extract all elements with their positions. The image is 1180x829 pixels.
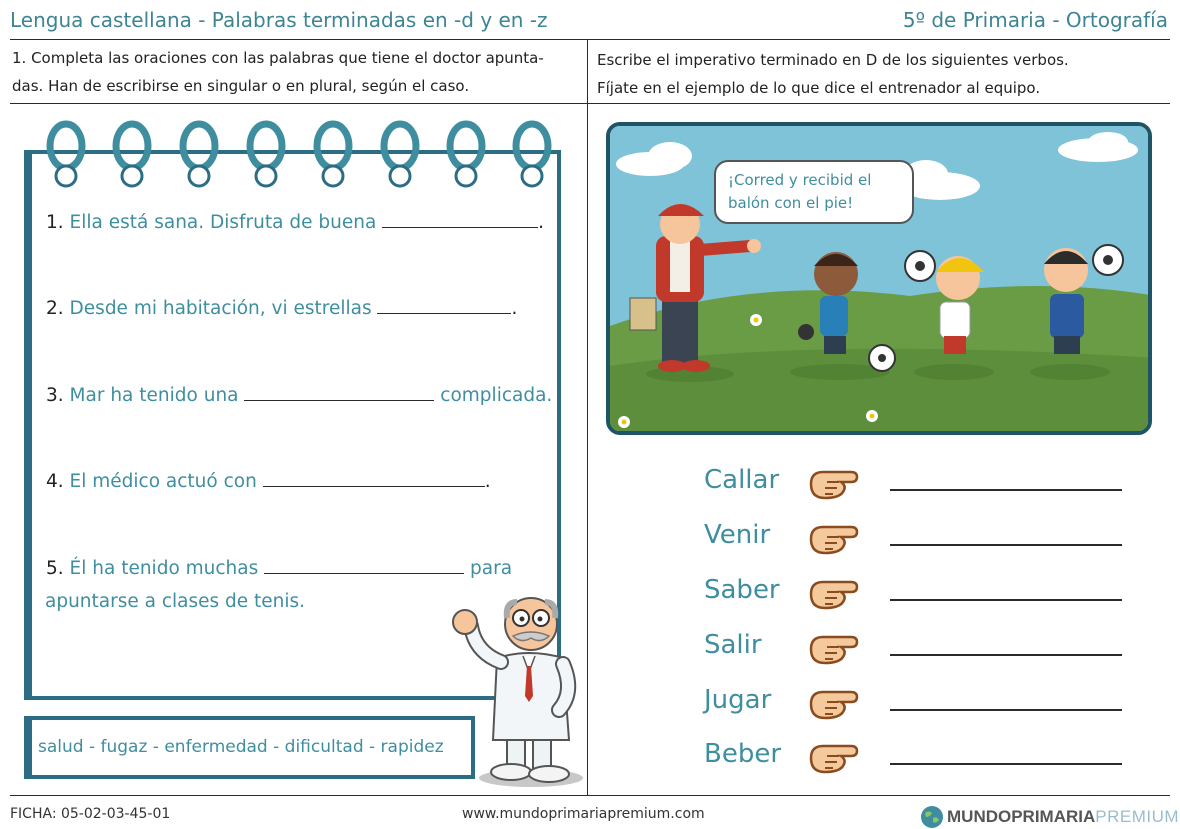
globe-icon — [920, 805, 944, 829]
exercise-text: Ella está sana. Disfruta de buena — [69, 212, 377, 233]
speech-bubble-line-1: ¡Corred y recibid el — [728, 171, 872, 189]
exercise-number: 5. — [46, 558, 64, 579]
answer-line[interactable] — [890, 599, 1122, 601]
word-bank: salud - fugaz - enfermedad - dificultad - rapidez — [24, 716, 475, 779]
verb-label: Callar — [704, 465, 780, 495]
left-instruction-line-2: das. Han de escribirse en singular o en plural, según el caso. — [12, 77, 470, 95]
pointing-hand-icon — [807, 464, 859, 502]
answer-blank[interactable] — [244, 383, 434, 401]
answer-blank[interactable] — [264, 556, 464, 574]
spiral-ring-icon — [510, 120, 554, 188]
left-instruction-line-1: 1. Completa las oraciones con las palabras que tiene el doctor apunta- — [12, 49, 544, 67]
exercise-number: 3. — [46, 385, 64, 406]
answer-line[interactable] — [890, 489, 1122, 491]
worksheet-title: Lengua castellana - Palabras terminadas en -d y en -z — [10, 8, 548, 32]
spiral-ring-icon — [110, 120, 154, 188]
answer-line[interactable] — [890, 654, 1122, 656]
spiral-ring-icon — [378, 120, 422, 188]
exercise-number: 1. — [46, 212, 64, 233]
right-instructions — [597, 46, 1069, 102]
website-link[interactable]: www.mundoprimariapremium.com — [462, 806, 705, 822]
exercise-number: 2. — [46, 298, 64, 319]
exercise-ending: . — [538, 212, 545, 233]
spiral-ring-icon — [311, 120, 355, 188]
spiral-ring-icon — [44, 120, 88, 188]
answer-blank[interactable] — [263, 469, 485, 487]
spiral-ring-icon — [177, 120, 221, 188]
instructions-divider — [10, 103, 1170, 104]
verb-label: Beber — [704, 739, 782, 769]
worksheet-grade: 5º de Primaria - Ortografía — [902, 8, 1168, 32]
exercise-ending: para — [470, 558, 513, 579]
spiral-ring-icon — [444, 120, 488, 188]
exercise-text: Él ha tenido muchas — [69, 558, 259, 579]
worksheet-code: FICHA: 05-02-03-45-01 — [10, 806, 171, 822]
exercise-ending: . — [484, 471, 491, 492]
verb-label: Venir — [704, 520, 771, 550]
answer-line[interactable] — [890, 709, 1122, 711]
answer-blank[interactable] — [377, 296, 511, 314]
verb-label: Saber — [704, 575, 780, 605]
exercise-text: Mar ha tenido una — [69, 385, 239, 406]
answer-blank[interactable] — [382, 210, 538, 228]
speech-bubble — [714, 160, 914, 224]
exercise-ending: complicada. — [440, 385, 553, 406]
exercise-1 — [46, 210, 544, 233]
brand-name: MUNDOPRIMARIA — [947, 807, 1096, 826]
spiral-ring-icon — [244, 120, 288, 188]
answer-line[interactable] — [890, 544, 1122, 546]
exercise-2 — [46, 296, 517, 319]
right-instruction-line-1: Escribe el imperativo terminado en D de los siguientes verbos. — [597, 51, 1069, 69]
brand-logo — [920, 804, 1179, 829]
pointing-hand-icon — [807, 684, 859, 722]
left-instructions — [12, 44, 544, 100]
column-divider — [587, 40, 588, 795]
exercise-5-continuation: apuntarse a clases de tenis. — [45, 591, 306, 612]
answer-line[interactable] — [890, 763, 1122, 765]
exercise-number: 4. — [46, 471, 64, 492]
pointing-hand-icon — [807, 574, 859, 612]
exercise-4 — [46, 469, 491, 492]
verb-label: Salir — [704, 630, 762, 660]
exercise-3 — [46, 383, 552, 406]
exercise-text: Desde mi habitación, vi estrellas — [69, 298, 372, 319]
verb-label: Jugar — [704, 685, 772, 715]
exercise-ending: . — [511, 298, 518, 319]
exercise-text: El médico actuó con — [69, 471, 257, 492]
pointing-hand-icon — [807, 738, 859, 776]
pointing-hand-icon — [807, 629, 859, 667]
header-divider — [10, 39, 1170, 40]
exercise-5 — [46, 556, 512, 579]
speech-bubble-line-2: balón con el pie! — [728, 194, 854, 212]
footer-divider — [10, 795, 1170, 796]
brand-suffix: PREMIUM — [1095, 807, 1180, 826]
pointing-hand-icon — [807, 519, 859, 557]
right-instruction-line-2: Fíjate en el ejemplo de lo que dice el entrenador al equipo. — [597, 79, 1041, 97]
